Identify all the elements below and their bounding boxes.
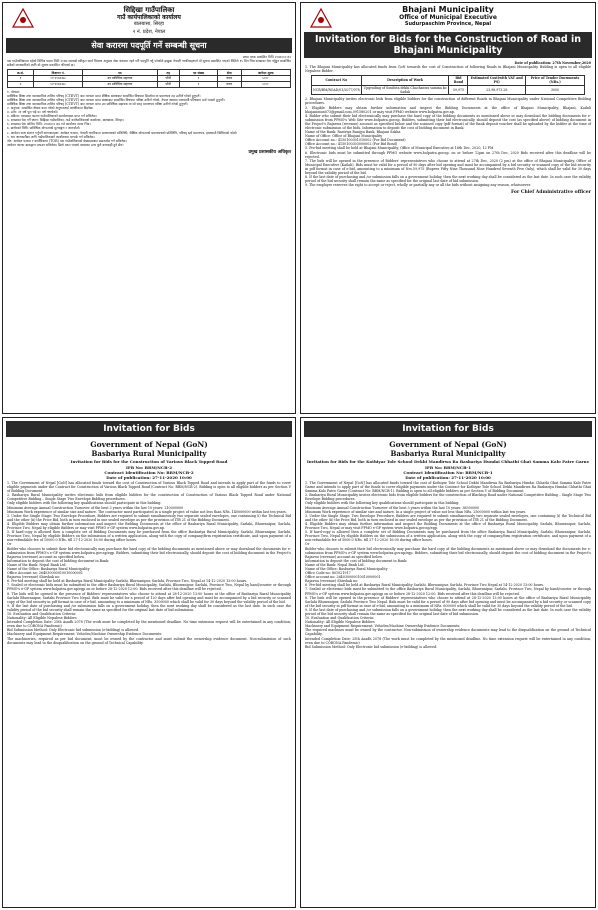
notice-panel-siddikha (2, 2, 296, 414)
table-cell: पाँचौ (157, 76, 180, 82)
paragraph: 1. The Government of Nepal [GoN] has allocated funds toward the cost of Kothiyar Tole School Dekhi Mandirwa Ra Basbariya Hundai Chhathi Ghat Samma Kalo Patre Garne and intends to apply part of the funds to cover eligible payments under the Contract for Kothiyar Tole School Dekhi Mandirwa Ra Basbariya Hundai Chhathi Ghat Samma Kalo Patre Garne (Contract No: BRM/NCB-1). Bidding is open to all eligible bidders as per Section V of Bidding Document (305, 481, 591, 494)
paragraph: Office Account no.: 4150100301010002 (For Bid Document) (305, 138, 406, 143)
paragraph: 3. Under the Single Stage: Two Envelope Procedure, Bidders are required to submit simultaneously two separate sealed envelopes, one containing (i) the Technical Bid and the other (ii) the Price Bid, both in turn enclosed in one sealed envelope as per the provision of ITB 21 of the Bidding Document. (7, 513, 291, 522)
paragraph: Nationality: All Eligible Nepalese Bidders (305, 620, 375, 625)
paragraph: The required machines must be owned by the contractor. Non-submission of ownership evidence documents may lead to the disqualification on the ground of Technical Capability. (305, 628, 591, 637)
table-cell: ०१-२०७७।७८ (34, 76, 83, 82)
table-cell: करार (217, 76, 241, 82)
paragraph: ८. आवेदन साथ संलग्न गर्नुपर्ने कागजातहरू: आवेदन फाराम, नेपाली नागरिकता प्रमाणपत्रको प्रतिलिपि, शैक्षिक योग्यताको प्रमाणपत्रको प्रतिलिपि, परिषद् दर्ता प्रमाणपत्र, हालसालै खिचिएको फोटो। (7, 130, 238, 135)
column-header: पद (83, 70, 157, 76)
paragraph: Office Account no: 264030000010010000001 (7, 571, 83, 576)
table-cell: उप प्राविधिक सहायक (83, 76, 157, 82)
paragraph: Bidder who chooses to submit their bid electronically may purchase the hard copy of the bidding documents as mentioned above or may download the documents for e-submission from PPMO's e-GP system www.bolpatra.gov.np/egp. Bidders, submitting their bid electronically, should deposit the cost of bidding document in the Project's Rajaswa (revenue) account as specified below. (305, 546, 591, 559)
office-subtitle: गाउँ कार्यपालिकाको कार्यालय (117, 13, 181, 21)
paragraph: Office account no: 264030000010010000001 (305, 575, 381, 580)
paragraph: ६. दरखास्त पेश अन्तिम मिति: २०७७।०८।२७ गते कार्यालय समय भित्र। (7, 122, 91, 127)
paragraph: Bidder who chooses to submit their bid electronically may purchase the hard copy of the bidding documents as mentioned above or may download the documents for e-submission from PPMO's e-GP system www.bolpatra.gov.np/egp. Bidders, submitting their bid electronically, should deposit the cost of bidding document in the Project's Rajaswa (revenue) account as specified below. (7, 546, 291, 559)
column-header: तह (157, 70, 180, 76)
paragraph: 6. Pre-bid meeting shall be held at Basbariya Rural Municipality Sarlahi, Bhuwanipur, Sarlahi, Province Two Nepal at 14-12-2020 13:00 hours. (305, 583, 545, 588)
paragraph: १. योग्यता: (7, 89, 21, 94)
paragraph: Machinery and Equipment Requirement: Vehicles/Machine Ownership Evidence Documents: (7, 632, 163, 637)
column-header: विज्ञापन नं. (34, 70, 83, 76)
table-cell: उप प्राविधिक सहायक (83, 81, 157, 87)
vacancy-table (7, 69, 291, 87)
column-header: पद संख्या (180, 70, 218, 76)
paragraph: Name of the Office: Basbariya Rural Municipality (305, 566, 388, 571)
paragraph: 2. Bhajani Municipality invites electronic bids from eligible bidders for the construction of different Roads in Bhajani Municipality under National Competitive Bidding procedures. (305, 97, 591, 106)
paragraph: Intended Completion Date: 25th Asadh 2078 (The work must be completed by the mentioned deadline. No time extension request will be entertained in any condition, even due to CORONA Pandemic) (7, 620, 291, 629)
municipality-title: Basbariya Rural Municipality (91, 449, 207, 458)
notice-panel-bhajani (300, 2, 596, 414)
paragraph: Nationality: All Eligible Nepalese Bidders (7, 616, 77, 621)
paragraph: Or (305, 542, 310, 547)
paragraph: 6. Pre-bid meeting shall be held at Basbariya Rural Municipality Sarlahi, Bhuwanipur, Sarlahi, Province Two, Nepal at 14-12-2020 13:00 hours. (7, 579, 248, 584)
paragraph: 3. Eligible Bidders may obtain further information and inspect the Bidding Documents at the office of Bhajani Municipality, Bhajani, Kailali bhajanimun073@gmail.com,091580201 or may visit PPMO website www.bolpatra.gov.np. (305, 105, 591, 114)
paragraph: 1. The Government of Nepal [GoN] has allocated funds toward the cost of Construction of Various Black Topped Road and intends to apply part of the funds to cover eligible payments under the Contract for Construction of Various Black Topped Road (Contract No: BRM/NCB-2). Bidding is open to all eligible bidders as per Section V of Bidding Document (7, 481, 291, 494)
paragraph: Machinery and Equipment Requirement: Vehicles/Machine Ownership Evidence Documents: (305, 624, 461, 629)
paragraph: 10. Evaluation and Qualification Criteria: (7, 612, 77, 616)
paragraph: 5. If hard-copy is allowed then a complete set of Bidding Documents may be purchased from the office Basbariya Rural Municipality, Sarlahi, Bhuwanipur, Sarlahi, Province Two, Nepal by eligible Bidders on the submission of a written application, along with the copy of company/firm registration certificate, and upon payment of a non-refundable fee of 10000.0 NRs. till 27-12-2020 16:00 during office hours. (7, 530, 291, 543)
paragraph: Office Code no: 801021917 (305, 571, 351, 576)
column-header: क्र.सं. (8, 70, 34, 76)
table-cell: १ (180, 76, 218, 82)
paragraph: Minimum Average Annual Construction Turnover of the best 3 years within the last 10 years: 38500000 (305, 505, 480, 510)
notice-notes (3, 90, 295, 147)
table-row (312, 85, 585, 95)
paragraph: ५. दरखास्त पेश गर्ने स्थान: सिद्दिखा गाउँपालिका, गाउँ कार्यपालिकाको कार्यालय, बालबासा, सिरहा। (7, 118, 124, 123)
table-cell: 3000 (526, 85, 585, 95)
paragraph: Office Account no.: 4150100303000002 (For Bid Bond) (305, 142, 398, 147)
publish-date: प्रथम पटक प्रकाशित मिति २०७७।०८।१२ (242, 55, 291, 59)
table-cell: करार (217, 81, 241, 87)
paragraph: 2. Basbariya Rural Municipality invites electronic bids from eligible bidders for the construction of Blacktop Road under National Competitive Bidding – Single Stage Two Envelope Bidding procedures. (305, 493, 591, 502)
municipality-title: Bhajani Municipality (402, 5, 494, 14)
table-cell: 23,98,973.28 (468, 85, 526, 95)
paragraph: Rajaswa (revenue) Shirshak no: (305, 579, 359, 584)
paragraph: नोट: आवेदन फाराम र कार्यविवरण (TOR) यस गाउँपालिकाको वेबसाइटबाट डाउनलोड गर्न सकिनेछ। (7, 138, 127, 143)
paragraph: Minimum Work experience of similar size and nature. In a single project of value not less than NRs. 25000000 within last ten years. (305, 509, 527, 514)
paragraph: Name of Office: Office of Bhajani Municipality (305, 134, 383, 139)
table-cell: ०२-२०७७।७८ (34, 81, 83, 87)
office-province: Sudurpaschim Province, Nepal (404, 21, 492, 27)
signatory: प्रमुख प्रशासकीय अधिकृत (248, 149, 291, 155)
paragraph: प्राविधिक शिक्षा तथा व्यावसायिक तालिम परिषद् (CTEVT) बाट मान्यता प्राप्त शैक्षिक संस्थाबाट सम्बन्धित विषयमा डिप्लोमा वा प्रमाणपत्र तह उत्तीर्ण गरेको हुनुपर्ने। (7, 93, 201, 98)
notice-body (301, 481, 595, 649)
notice-header (3, 3, 295, 36)
office-title: Office of Municipal Executive (399, 13, 497, 21)
paragraph: Name of the Office: Basbariya Rural Municipality (7, 566, 90, 571)
notice-banner: Invitation for Bids (304, 421, 592, 437)
table-cell: ५००।- (241, 76, 290, 82)
column-header: आवेदन शुल्क (241, 70, 290, 76)
signatory: For Chief Administrative officer (510, 190, 591, 196)
contract-table (311, 75, 585, 96)
notice-items (301, 97, 595, 187)
publish-date: Date of publication: 27-11-2020 10:00 (106, 475, 192, 480)
government-title: Government of Nepal (GoN) (389, 440, 507, 449)
table-cell: पाँचौ (157, 81, 180, 87)
paragraph: 3. Under the Single Stage: Two Envelope Procedure, Bidders are required to submit simultaneously two separate sealed envelopes, one containing (i) the Technical Bid and the other (ii) the Price Bid, both in turn enclosed in one sealed envelope as per the provision of ITB 21 of the Bidding Document. (305, 513, 591, 522)
notice-panel-basbariya-ncb2 (2, 417, 296, 908)
paragraph: 4. Eligible Bidders may obtain further information and inspect the Bidding Documents at the office of Basbariya Rural Municipality, Sarlahi, Bhuwanipur, Sarlahi, Province Two, Nepal or may visit PPMO e-GP system www.bolpatra.gov.np/egp. (305, 521, 591, 531)
paragraph: Name of the Bank: Rastriya Banijya Bank, Bhajani Sakha (305, 130, 401, 135)
table-cell: 59,975 (449, 85, 468, 95)
paragraph: 10. Evaluation and Qualification Criteria: (305, 616, 375, 621)
paragraph: ७. छनौटको विधि: प्राविधिक योग्यताको मूल्याङ्कन र अन्तर्वार्ता। (7, 126, 80, 131)
item-1: 1. The Bhajani Municipality has allocated funds from GoN towards the cost of Construction of following Roads in Bhajani Municipality. Bidding is open to all eligible Nepalese Bidder. (305, 64, 591, 73)
notice-body (3, 481, 295, 645)
government-title: Government of Nepal (GoN) (90, 440, 208, 449)
paragraph: Intended Completion Date: 25th Asadh 2078 (The work must be completed by the mentioned deadline. No time extension request will be entertained in any condition, even due to CORONA Pandemic) (305, 636, 591, 645)
contract-id: Contract Identification No: BRM/NCB-1 (403, 470, 493, 475)
nepal-emblem-icon (9, 7, 37, 31)
table-cell: NCB/BM/ROAD/01/2077/078 (312, 85, 362, 95)
table-cell: १ (180, 81, 218, 87)
publish-date: Date of publication: 27th November,2020 (514, 60, 591, 65)
column-header: Bid Bond (449, 75, 468, 85)
paragraph: प्राविधिक शिक्षा तथा व्यावसायिक तालिम परिषद् (CTEVT) बाट मान्यता प्राप्त उप प्राविधिक सहायक वा सो सरह प्रमाणपत्र परीक्षा उत्तीर्ण गरेको हुनुपर्ने। (7, 101, 188, 106)
paragraph: प्राविधिक शिक्षा तथा व्यावसायिक तालिम परिषद् (CTEVT) बाट मान्यता प्राप्त संस्थाबाट सम्बन्धित विषयमा परीक्षा उत्तीर्ण गरेको, नेपाल स्वास्थ्य व्यवसायी परिषदमा दर्ता भएको हुनुपर्ने। (7, 97, 225, 102)
table-cell: १ (8, 76, 34, 82)
paragraph: 9. If the last date of purchasing and /or submission falls on a government holiday, then the next working day shall be considered as the last date. In such case the validity period of the bid security shall remain the same as specified for the original last date of bid submission. (7, 603, 291, 612)
paragraph: ९. थप जानकारीका लागि गाउँपालिकाको कार्यालयमा सम्पर्क गर्न सकिनेछ। (7, 134, 95, 139)
paragraph: Information to deposit the cost of bidding document in Bank: (305, 558, 408, 563)
paragraph: Name of the Bank: Nepal Bank Ltd. (7, 562, 67, 567)
paragraph: ३. उमेर: २१ वर्ष पूरा भई ४० वर्ष ननाघेको। (7, 110, 58, 115)
paragraph: ४. प्रक्रिया: दरखास्त फाराम गाउँपालिकाको कार्यालयबाट प्राप्त गर्न सकिनेछ। (7, 114, 97, 119)
notice-panel-basbariya-ncb1 (300, 417, 596, 908)
paragraph: २. अनुभव: सम्बन्धित क्षेत्रमा काम गरेको अनुभवलाई प्राथमिकता दिइनेछ। (7, 106, 94, 110)
table-cell: २ (8, 81, 34, 87)
notice-banner: Invitation for Bids (6, 421, 292, 437)
paragraph: The machineries, required as per bid document, must be owned by the contractor and must submit the ownership evidence document. Non-submission of such documents may lead to the disqualification on the ground of Technical Capability. (7, 636, 291, 645)
ifb-subtitle: Invitation for Bids for the Kothiyar Tole School Dekhi Mandirwa Ra Basbariya Hundai Chhathi Ghat Samma Kalo Patre Garne (306, 459, 590, 464)
column-header: Price of Tender Documents (NRs.) (526, 75, 585, 85)
paragraph: 9. The employer reserves the right to accept or reject, wholly or partially any or all the bids without assigning any reason, whatsoever. (305, 183, 531, 188)
paragraph: Bid Submission Method: Only Electronic bid submission (e-bidding) is allowed. (305, 644, 438, 649)
column-header: सेवा (217, 70, 241, 76)
paragraph: 7. Sealed or electronic bids must be submitted to the office Basbariya Rural Municipality, Sarlahi, Bhuwanipur, Sarlahi, Province Two, Nepal by hand/courier or through PPMO's e-GP system www.bolpatra.gov.np/egp on or before 28-12-2020 12:00. Bids received after this deadline will be rejected. (305, 587, 591, 596)
paragraph: Information to deposit the cost of bidding document in Bank: (7, 558, 110, 563)
column-header: Description of Work (361, 75, 449, 85)
contract-id: Contract Identification No: BRM/NCB-2 (104, 470, 194, 475)
paragraph: Name of the Bank: Nepal Bank Ltd. (305, 562, 365, 567)
publish-date: Date of publication: 27-11-2020 10:00 (405, 475, 491, 480)
ifb-subtitle: Invitation for Bids for the Construction of Various Black Topped Road (70, 459, 228, 464)
column-header: Contract No (312, 75, 362, 85)
paragraph: Or (7, 542, 12, 547)
ifb-number: IFB No: BRM/NCB-2 (125, 465, 172, 470)
table-cell: Upgrading of Sonifota dekhi Chachanwa samma ko Sadak (361, 85, 449, 95)
column-header: Estimated Cost(with VAT and PS) (468, 75, 526, 85)
paragraph: 8. If the last date of purchasing and /or submission falls on a government holiday, then the next working day shall be considered as the last date. In such case the validity period of the bid security shall remain the same as specified for the original last date of bid submission. (305, 175, 591, 184)
table-row (8, 81, 291, 87)
paragraph: Minimum Average Annual Construction Turnover of the best 3 years within the last 10 years: 210000000 (7, 505, 184, 510)
paragraph: 8. The bids will be opened in the presence of Bidders' representatives who choose to attend at 28-12-2020 13:00 hours at the office of Basbariya Rural Municipality Sarlahi Bhuwanipur, Sarlahi Province Two Nepal. Bids must be valid for a period of 120 days after bid opening and must be accompanied by a bid security or scanned copy of the bid security in pdf format in case of e-bid, amounting to a minimum of NRs. 3500000 which shall be valid for 30 days beyond the validity period of the bid. (7, 591, 291, 604)
paragraph: 6. Electronic bids must be submitted through PPMO website www.bolpatra.gov.np. on or before 12pm on 27th Dec, 2020 Bids received after this deadline will be rejected. (305, 150, 591, 159)
paragraph: Only eligible bidders with the following key qualifications should participate in this bidding: (305, 501, 460, 506)
table-cell: ५००।- (241, 81, 290, 87)
paragraph: आवेदन फाराम डाकद्वारा पठाउन सकिनेछ। ढिलो प्राप्त भएको दरखास्त उपर कुनै कारबाही हुने छैन। (7, 142, 124, 147)
office-location: बालबासा, सिरहा (133, 21, 165, 27)
paragraph: 7. Sealed or electronic bids must be submitted to the office Basbariya Rural Municipality, Sarlahi, Bhuwanipur, Sarlahi, Province Two, Nepal by hand/courier or through PPMO's e-GP system www.bolpatra.gov.np/egp on or before 28-12-2020 12:00. Bids received after this deadline will be rejected. (7, 583, 291, 592)
paragraph: Only eligible bidders with the following key qualifications should participate in this bidding: (7, 501, 162, 506)
paragraph: Minimum Work experience of similar size and nature. The contractor must participated in a single project of value not less than NRs. 140000000 within last ten years. (7, 509, 287, 514)
paragraph: 5. If hard-copy is allowed then a complete set of Bidding Documents may be purchased from the office Basbariya Rural Municipality, Sarlahi, Bhuwanipur, Sarlahi, Province Two, Nepal by eligible Bidders on the submission of a written application, along with the copy of company/firm registration certificate, and upon payment of a non-refundable fee of 5000.0 NRs. till 27-12-2020 16:00 during office hours. (305, 530, 591, 543)
office-province: २ नं. प्रदेश, नेपाल (132, 28, 166, 35)
paragraph: 4. Bidder who submit their bid electronically may purchase the hard copy of the bidding documents as mentioned above or may download the bidding documents for e-submission from PPMO's Web Site www.bolpatra.gov.np. Bidders, submitting their bid electronically, should deposit the cost (as specified above) of bidding document in the Project's Rajaswa (revenue) account as specified below and the scanned copy (pdf format) of the Bank deposit voucher shall be uploaded by the bidder at the time of electronic submission of the bids. Information to deposit the cost of bidding document in Bank: (305, 113, 591, 130)
paragraph: 9. If the last date of purchasing and /or submission falls on a government holiday, then the next working day shall be considered as the last date. In such case the validity period of the bid security shall remain the same as specified for the original last date of bid submission. (305, 607, 591, 616)
notice-banner: Invitation for Bids for the Construction of Road in Bhajani Municipality (304, 32, 592, 58)
paragraph: 4. Eligible Bidders may obtain further information and inspect the Bidding Documents at the office of Basbariya Rural Municipality, Sarlahi, Bhuwanipur, Sarlahi, Province Two, Nepal by eligible Bidders or may visit PPMO e-GP system www.bolpatra.gov.np. (7, 521, 291, 531)
paragraph: Rajaswa (revenue) Shirshak no: (7, 575, 61, 580)
paragraph: 7. The bids will be opened in the presence of Bidders' representatives who choose to attend at 27th Dec, 2020 (2 pm) at the office of Bhajani Municipality, Office of Municipal Executive (Kailali). Bids must be valid for a period of 90 days after bid opening and must be accompanied by a bid security or scanned copy of the bid security in pdf format in case of e-bid, amounting to a minimum of Nrs.59,975 (Rupees Fifty Nine Thousand Nine Hundred Seventh Five Only), which shall be valid for 30 days beyond the validity period of the bid. (305, 158, 591, 176)
paragraph: Bid Submission Method: Only Electronic bid submission (e-bidding) is allowed. (7, 628, 140, 633)
notice-intro: यस गाउँपालिकामा रहेको विभिन्न पदमा मिति २०७७ सालको स्वीकृत कार्य विवरण अनुसार सेवा करारमा रहने गरी पदपूर्ति गर्नु परेकोले इच्छुक नेपाली नागरिकहरूले यो सूचना प्रकाशित भएको मितिले १५ दिन भित्र दरखास्त पेश गर्नुहुन सम्बन्धित सबैको जानकारीको लागि यो सूचना प्रकाशित गरिएको छ। (7, 59, 291, 68)
notice-header (301, 3, 595, 29)
notice-banner: सेवा करारमा पदपूर्ति गर्ने सम्बन्धी सूचना (6, 38, 292, 53)
paragraph: 2. Basbariya Rural Municipality invites electronic bids from eligible bidders for the construction of Construction of Various Black Topped Road under National Competitive Bidding – Single Stage Two Envelope Bidding procedures. (7, 493, 291, 502)
paragraph: 8. The bids will be opened in the presence of Bidders' representatives who choose to attend at 28-12-2020 13:00 hours at the office of Basbariya Rural Municipality Sarlahi Bhuwanipur, Sarlahi Province Two Nepal. Bids must be valid for a period of 90 days after bid opening and must be accompanied by a bid security or scanned copy of the bid security in pdf format in case of e-bid, amounting to a minimum of NRs. 600000 which shall be valid for 30 days beyond the validity period of the bid. (305, 595, 591, 608)
ifb-number: IFB No: BRM/NCB-1 (424, 465, 471, 470)
office-title: सिद्दिखा गाउँपालिका (123, 5, 175, 14)
paragraph: 5. Pre-bid meeting shall be held at Bhajani Municipality, Office of Municipal Executive at 16th Dec, 2020, 12 PM (305, 146, 494, 151)
municipality-title: Basbariya Rural Municipality (390, 449, 506, 458)
nepal-emblem-icon (307, 7, 335, 31)
